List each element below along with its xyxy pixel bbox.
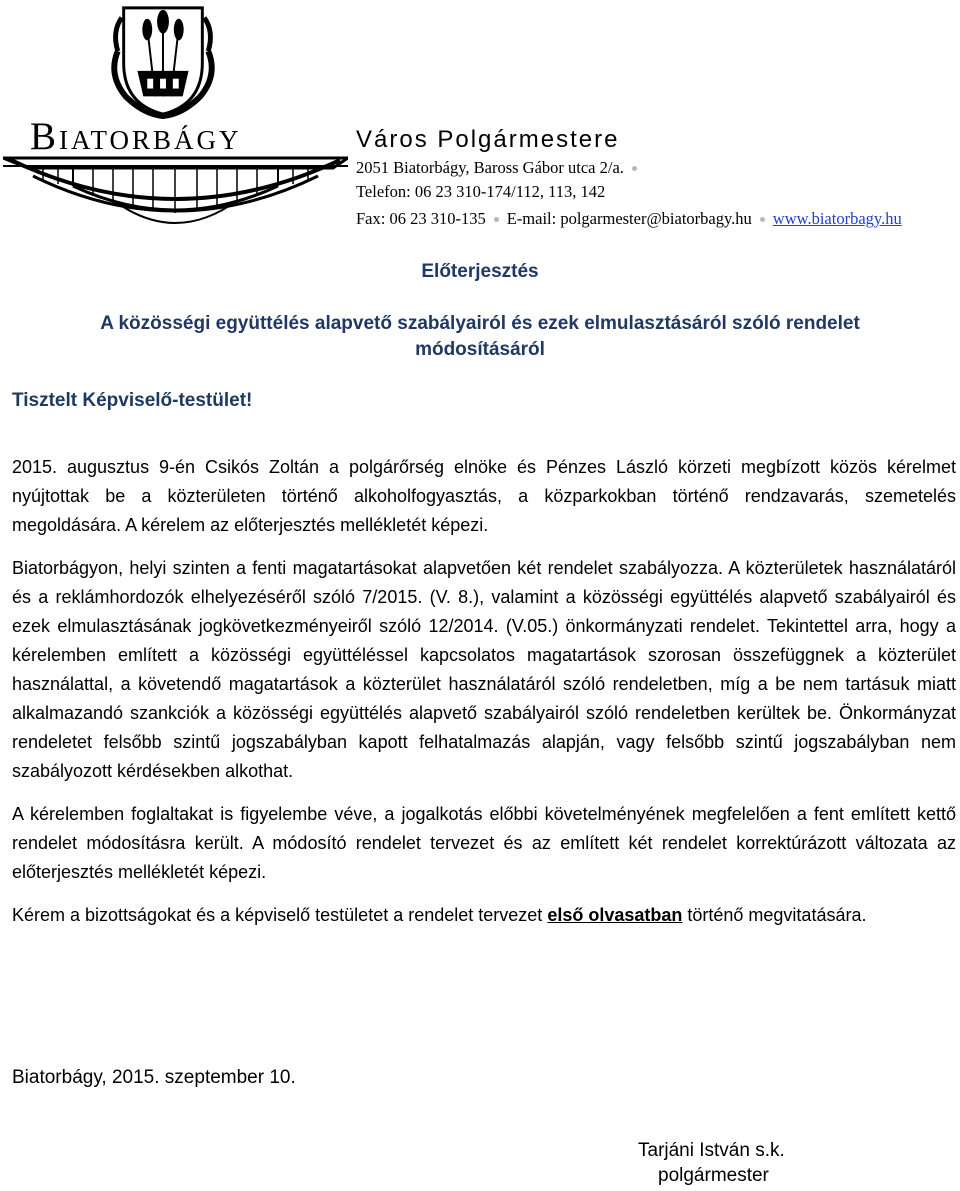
- office-name: Város Polgármestere: [356, 126, 620, 153]
- document-body: [12, 453, 956, 944]
- salutation: Tisztelt Képviselő-testület!: [12, 390, 253, 411]
- town-name-text: Biatorbágy: [30, 115, 242, 158]
- phone-line: Telefon: 06 23 310-174/112, 113, 142: [356, 182, 606, 201]
- email-text: E-mail: polgarmester@biatorbagy.hu: [506, 209, 752, 228]
- separator-dot-icon: [494, 217, 499, 222]
- closing-text-pre: Kérem a bizottságokat és a képviselő testületet a rendelet tervezet: [12, 905, 548, 925]
- address-line: [356, 158, 645, 178]
- letterhead: [0, 0, 960, 240]
- closing-text-post: történő megvitatására.: [682, 905, 867, 925]
- document-kind: Előterjesztés: [421, 261, 539, 282]
- coat-of-arms-icon: [104, 2, 222, 120]
- address-text: 2051 Biatorbágy, Baross Gábor utca 2/a.: [356, 158, 624, 177]
- website-link[interactable]: www.biatorbagy.hu: [772, 209, 902, 228]
- paragraph-regulations: Biatorbágyon, helyi szinten a fenti magatartásokat alapvetően két rendelet szabályozza. A közterületek használatáról és a reklámhordozók elhelyezéséről szóló 7/2015. (V. 8.), valamint a közösségi együttélés alapvető szabályairól és ezek elmulasztásának jogkövetkezményeiről szóló 12/2014. (V.05.) önkormányzati rendelet. Tekintettel arra, hogy a kérelemben említett a közösségi együttéléssel kapcsolatos magatartások szorosan összefüggnek a közterület használattal, a követendő magatartások a közterület használatáról szóló rendeletben, míg a be nem tartásuk miatt alkalmazandó szankciók a közösségi együttélés alapvető szabályairól szóló rendeletben kerültek be. Önkormányzat rendeletet felsőbb szintű jogszabályban kapott felhatalmazás alapján, vagy felsőbb szintű jogszabályban nem szabályozott kérdésekben alkothat.: [12, 558, 956, 781]
- date-line: Biatorbágy, 2015. szeptember 10.: [12, 1067, 296, 1088]
- paragraph-closing: [12, 901, 956, 930]
- contact-line: [356, 209, 902, 229]
- fax-text: Fax: 06 23 310-135: [356, 209, 486, 228]
- separator-dot-icon: [760, 217, 765, 222]
- signer-title: polgármester: [658, 1165, 769, 1186]
- separator-dot-icon: [632, 166, 637, 171]
- document-title-line-1: A közösségi együttélés alapvető szabályairól és ezek elmulasztásáról szóló rendelet: [100, 313, 860, 334]
- signer-name: Tarjáni István s.k.: [638, 1140, 785, 1161]
- viaduct-bridge-icon: [3, 156, 348, 234]
- town-name: [30, 115, 242, 159]
- paragraph-request: 2015. augusztus 9-én Csikós Zoltán a polgárőrség elnöke és Pénzes László körzeti megbízott közös kérelmet nyújtottak be a közterületen történő alkoholfogyasztás, a közparkokban történő rendzavarás, szemetelés megoldására. A kérelem az előterjesztés mellékletét képezi.: [12, 457, 956, 535]
- document-title-line-2: módosításáról: [415, 339, 545, 360]
- paragraph-amendment: A kérelemben foglaltakat is figyelembe véve, a jogalkotás előbbi követelményének megfelelően a fent említett kettő rendelet módosításra került. A módosító rendelet tervezet és az említett két rendelet korrektúrázott változata az előterjesztés mellékletét képezi.: [12, 804, 956, 882]
- first-reading-emphasis: első olvasatban: [547, 905, 683, 925]
